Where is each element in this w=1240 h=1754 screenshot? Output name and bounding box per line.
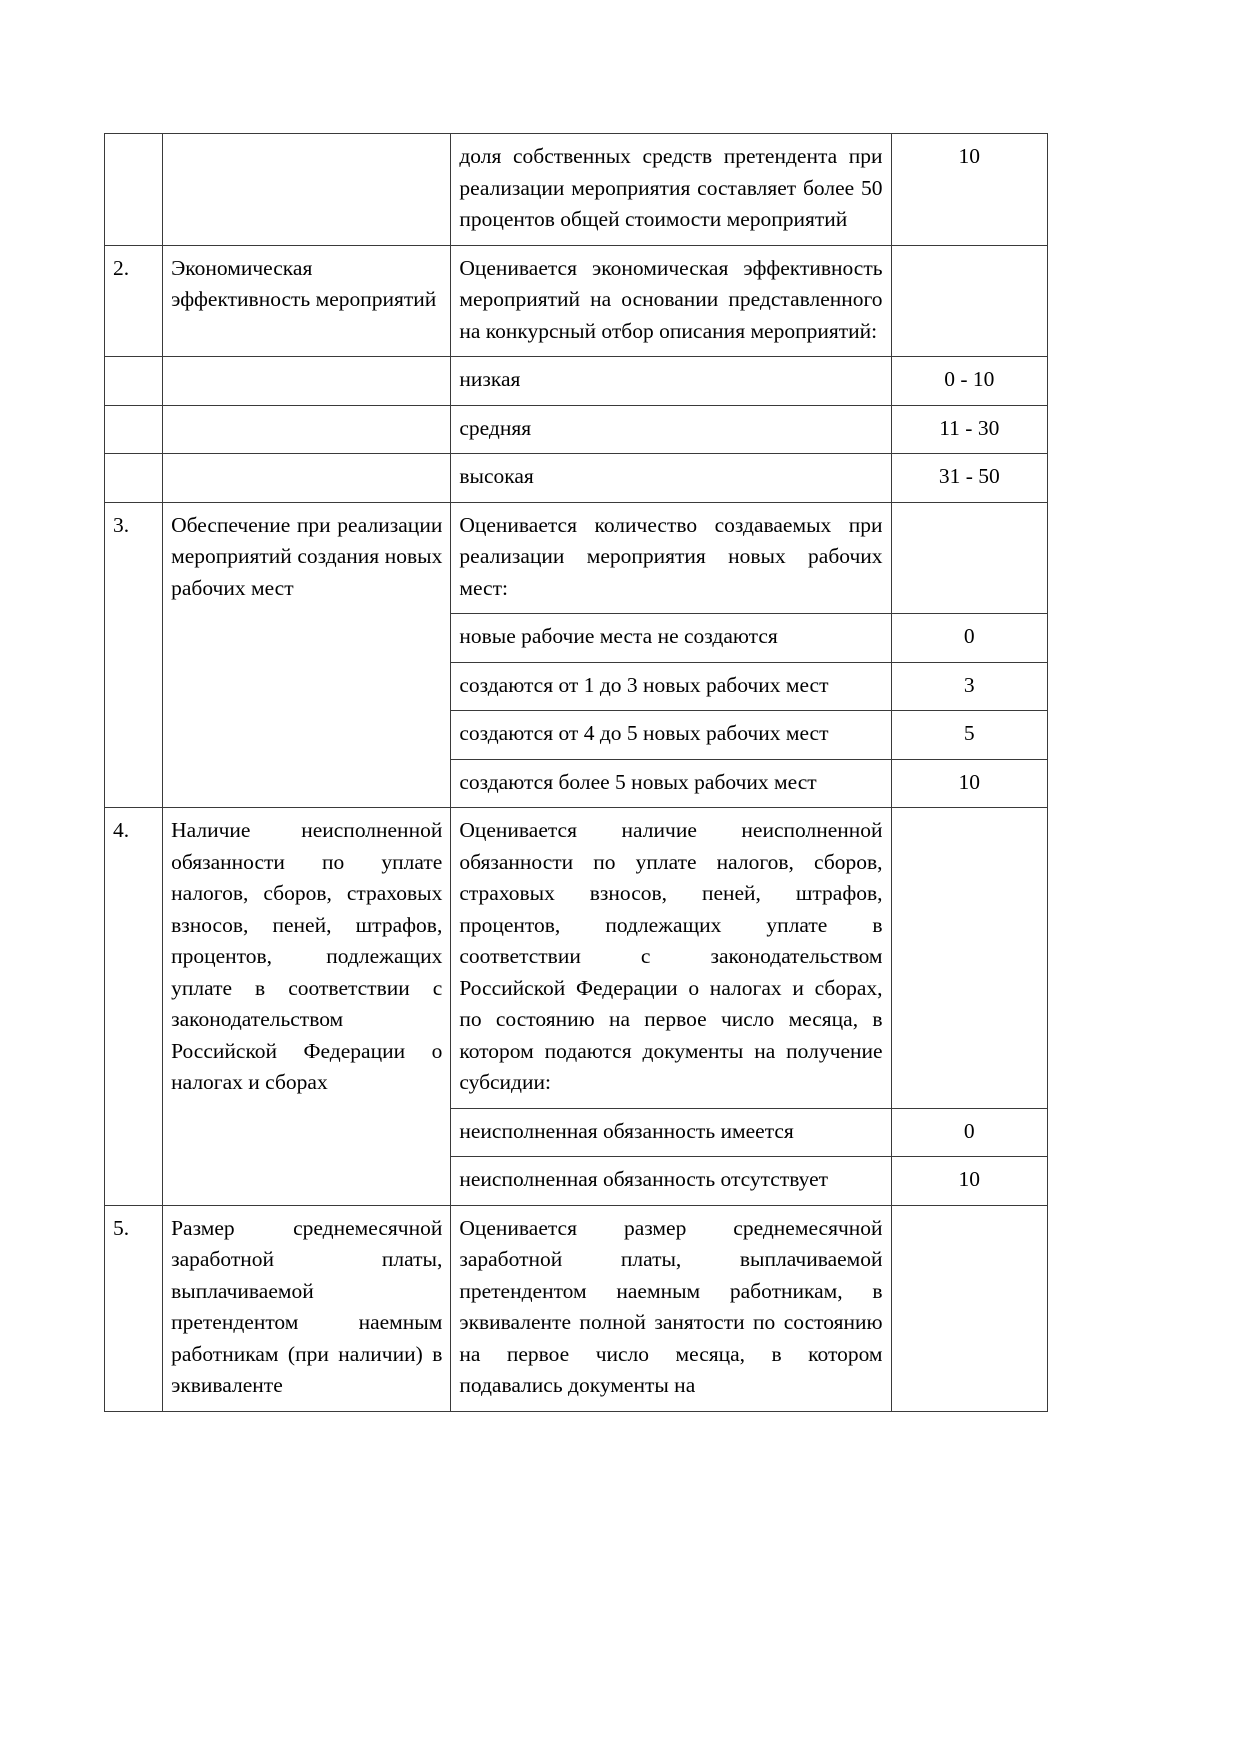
criterion-description-cell: неисполненная обязанность имеется (451, 1108, 891, 1157)
criterion-description-cell: высокая (451, 454, 891, 503)
table-row (105, 245, 1048, 357)
criteria-evaluation-table (104, 133, 1048, 1412)
criterion-score-cell (891, 808, 1047, 1109)
row-number-cell (105, 405, 163, 454)
row-number-cell: 2. (105, 245, 163, 357)
row-number-cell: 4. (105, 808, 163, 1206)
criterion-score-cell: 5 (891, 711, 1047, 760)
criterion-name-cell (163, 357, 451, 406)
criterion-description-cell: Оценивается экономическая эффективность мероприятий на основании представленного на конкурсный отбор описания мероприятий: (451, 245, 891, 357)
criterion-score-cell: 0 (891, 614, 1047, 663)
table-row (105, 134, 1048, 246)
criterion-name-cell: Экономическая эффективность мероприятий (163, 245, 451, 357)
criterion-description-cell: средняя (451, 405, 891, 454)
criterion-score-cell: 3 (891, 662, 1047, 711)
table-row (105, 808, 1048, 1109)
table-body (105, 134, 1048, 1412)
criterion-description-cell: создаются более 5 новых рабочих мест (451, 759, 891, 808)
row-number-cell (105, 357, 163, 406)
table-row (105, 405, 1048, 454)
criterion-description-cell: создаются от 1 до 3 новых рабочих мест (451, 662, 891, 711)
criterion-description-cell: низкая (451, 357, 891, 406)
criterion-score-cell: 10 (891, 134, 1047, 246)
criterion-description-cell: создаются от 4 до 5 новых рабочих мест (451, 711, 891, 760)
criterion-score-cell (891, 245, 1047, 357)
criterion-score-cell: 0 - 10 (891, 357, 1047, 406)
criterion-score-cell: 11 - 30 (891, 405, 1047, 454)
criterion-score-cell: 10 (891, 1157, 1047, 1206)
table-row (105, 454, 1048, 503)
criterion-name-cell: Наличие неисполненной обязанности по уплате налогов, сборов, страховых взносов, пеней, штрафов, процентов, подлежащих уплате в соответствии с законодательством Российской Федерации о налогах и сборах (163, 808, 451, 1206)
row-number-cell (105, 454, 163, 503)
row-number-cell: 5. (105, 1205, 163, 1411)
criterion-description-cell: Оценивается количество создаваемых при реализации мероприятия новых рабочих мест: (451, 502, 891, 614)
row-number-cell: 3. (105, 502, 163, 808)
row-number-cell (105, 134, 163, 246)
table-row (105, 357, 1048, 406)
criterion-description-cell: Оценивается наличие неисполненной обязанности по уплате налогов, сборов, страховых взносов, пеней, штрафов, процентов, подлежащих уплате в соответствии с законодательством Российской Федерации о налогах и сборах, по состоянию на первое число месяца, в котором подаются документы на получение субсидии: (451, 808, 891, 1109)
criterion-score-cell (891, 502, 1047, 614)
criterion-name-cell: Обеспечение при реализации мероприятий создания новых рабочих мест (163, 502, 451, 808)
criterion-description-cell: Оценивается размер среднемесячной заработной платы, выплачиваемой претендентом наемным работникам, в эквиваленте полной занятости по состоянию на первое число месяца, в котором подавались документы на (451, 1205, 891, 1411)
criterion-name-cell: Размер среднемесячной заработной платы, выплачиваемой претендентом наемным работникам (при наличии) в эквиваленте (163, 1205, 451, 1411)
criterion-name-cell (163, 134, 451, 246)
criterion-score-cell: 31 - 50 (891, 454, 1047, 503)
criterion-description-cell: новые рабочие места не создаются (451, 614, 891, 663)
criterion-description-cell: доля собственных средств претендента при реализации мероприятия составляет более 50 процентов общей стоимости мероприятий (451, 134, 891, 246)
criterion-description-cell: неисполненная обязанность отсутствует (451, 1157, 891, 1206)
criterion-name-cell (163, 405, 451, 454)
criterion-score-cell: 0 (891, 1108, 1047, 1157)
criterion-score-cell: 10 (891, 759, 1047, 808)
criterion-name-cell (163, 454, 451, 503)
criterion-score-cell (891, 1205, 1047, 1411)
table-row (105, 1205, 1048, 1411)
table-row (105, 502, 1048, 614)
